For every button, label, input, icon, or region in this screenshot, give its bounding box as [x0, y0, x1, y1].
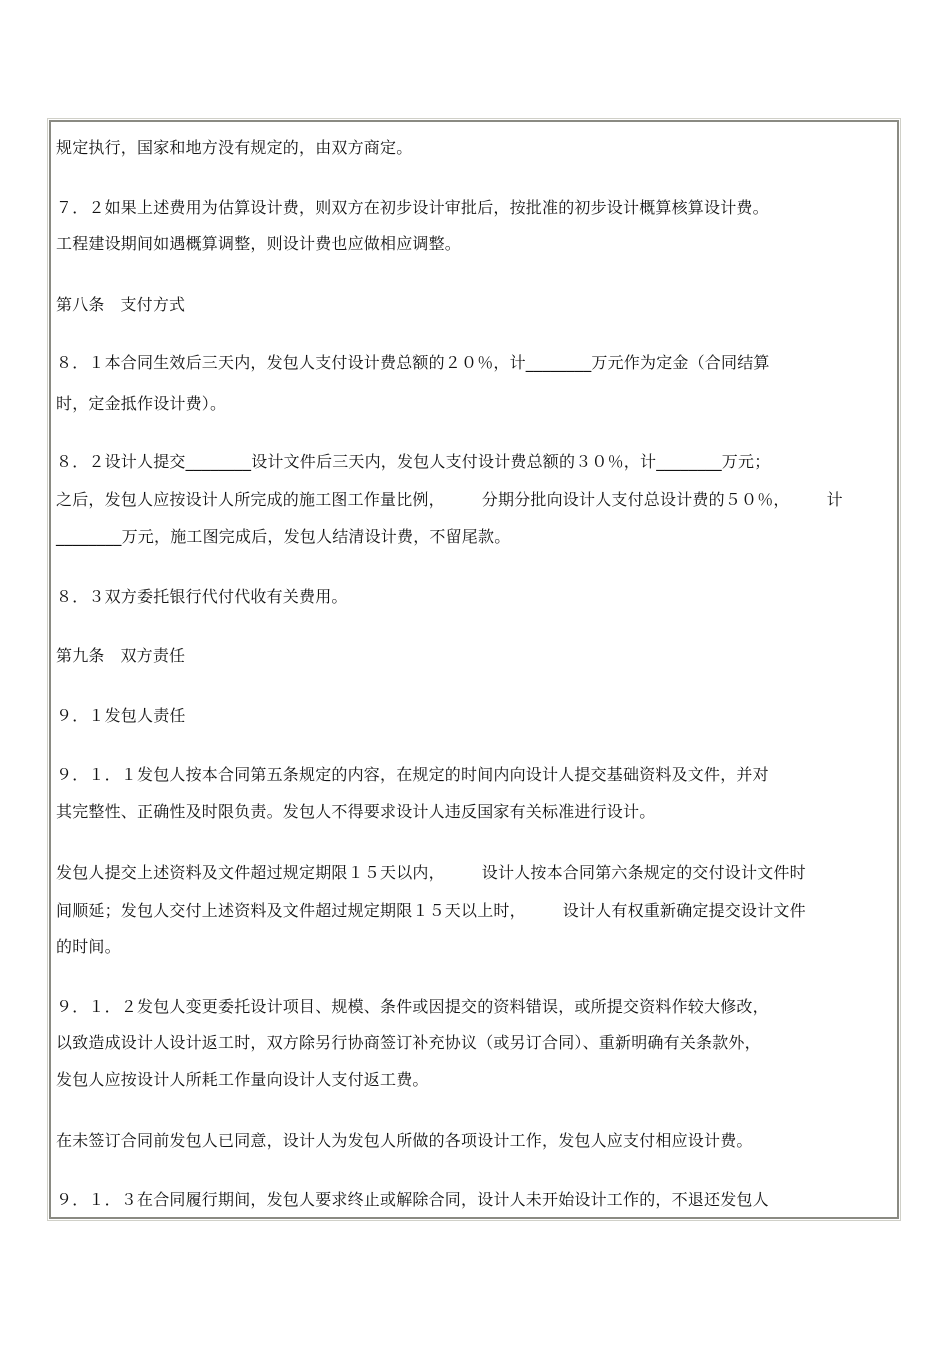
paragraph-line: 之后，发包人应按设计人所完成的施工图工作量比例， 分期分批向设计人支付总设计费的５０％， 计: [56, 490, 843, 509]
paragraph-line: ８．１本合同生效后三天内，发包人支付设计费总额的２０％，计________万元作为定金（合同结算: [56, 353, 770, 372]
paragraph-line: 时，定金抵作设计费）。: [56, 394, 227, 413]
paragraph-line: ９．１．３在合同履行期间，发包人要求终止或解除合同，设计人未开始设计工作的，不退还发包人: [56, 1190, 769, 1209]
paragraph-line: 的时间。: [56, 937, 121, 956]
section-heading: ９．１发包人责任: [56, 706, 186, 725]
paragraph-line: 发包人提交上述资料及文件超过规定期限１５天以内， 设计人按本合同第六条规定的交付设计文件时: [56, 863, 806, 882]
paragraph-line: ７．２如果上述费用为估算设计费，则双方在初步设计审批后，按批准的初步设计概算核算设计费。: [56, 198, 769, 217]
paragraph-line: ________万元，施工图完成后，发包人结清设计费，不留尾款。: [56, 527, 511, 546]
paragraph-line: 间顺延；发包人交付上述资料及文件超过规定期限１５天以上时， 设计人有权重新确定提交设计文件: [56, 901, 806, 920]
paragraph-line: 发包人应按设计人所耗工作量向设计人支付返工费。: [56, 1070, 429, 1089]
paragraph-line: 在未签订合同前发包人已同意，设计人为发包人所做的各项设计工作，发包人应支付相应设计费。: [56, 1131, 753, 1150]
paragraph-line: 其完整性、正确性及时限负责。发包人不得要求设计人违反国家有关标准进行设计。: [56, 802, 656, 821]
document-frame: [49, 120, 899, 1219]
paragraph-line: ９．１．２发包人变更委托设计项目、规模、条件或因提交的资料错误，或所提交资料作较大修改，: [56, 997, 769, 1016]
paragraph-line: 以致造成设计人设计返工时，双方除另行协商签订补充协议（或另订合同）、重新明确有关条款外，: [56, 1033, 761, 1052]
paragraph-line: 工程建设期间如遇概算调整，则设计费也应做相应调整。: [56, 234, 462, 253]
article-heading-9: 第九条 双方责任: [56, 646, 186, 665]
paragraph-line: ８．３双方委托银行代付代收有关费用。: [56, 587, 348, 606]
paragraph-line: ８．２设计人提交________设计文件后三天内，发包人支付设计费总额的３０％，计________万元；: [56, 452, 771, 471]
paragraph-line: ９．１．１发包人按本合同第五条规定的内容，在规定的时间内向设计人提交基础资料及文件，并对: [56, 765, 769, 784]
article-heading-8: 第八条 支付方式: [56, 295, 186, 314]
paragraph-line: 规定执行，国家和地方没有规定的，由双方商定。: [56, 138, 413, 157]
